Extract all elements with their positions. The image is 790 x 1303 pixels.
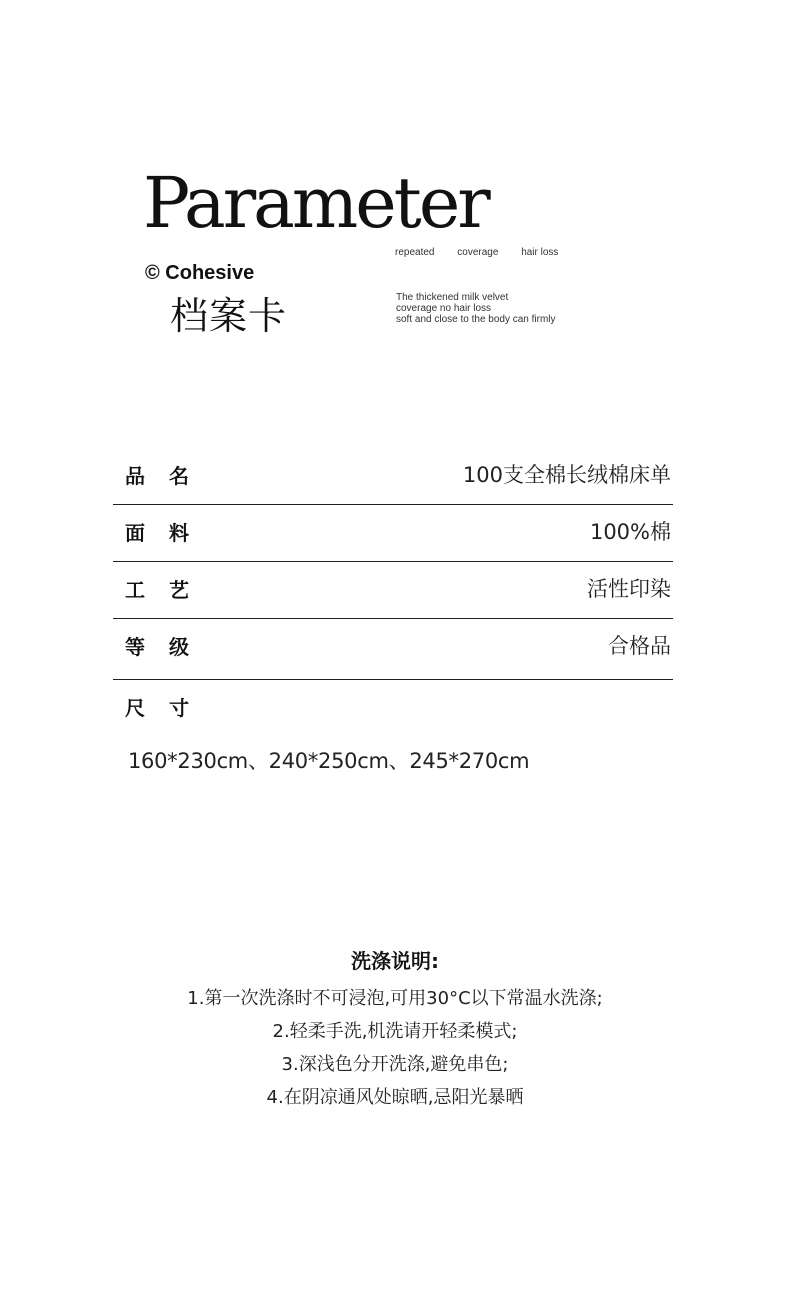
- washing-line: 2.轻柔手洗,机洗请开轻柔模式;: [272, 1021, 518, 1042]
- row-label: 面料: [125, 521, 213, 545]
- description-line: The thickened milk velvet: [396, 292, 509, 303]
- table-row: [113, 562, 673, 619]
- row-value: 100支全棉长绒棉床单: [462, 463, 671, 487]
- row-label: 尺寸: [125, 696, 213, 720]
- product-description: [396, 292, 556, 325]
- row-value: 合格品: [608, 634, 671, 658]
- description-line: soft and close to the body can firmly: [396, 314, 556, 325]
- row-value: 活性印染: [587, 577, 671, 601]
- size-list: 160*230cm、240*250cm、245*270cm: [128, 749, 530, 773]
- washing-line: 3.深浅色分开洗涤,避免串色;: [281, 1054, 509, 1075]
- tag-list: [395, 247, 578, 258]
- brand-name: © Cohesive: [145, 262, 255, 284]
- page-title: Parameter: [143, 162, 488, 244]
- card-subtitle: 档案卡: [170, 294, 288, 338]
- washing-line: 4.在阴凉通风处晾晒,忌阳光暴晒: [266, 1087, 524, 1108]
- table-row: [113, 505, 673, 562]
- washing-instructions: [0, 945, 790, 1114]
- tag-repeated: repeated: [395, 247, 435, 258]
- tag-hair-loss: hair loss: [521, 247, 559, 258]
- parameter-table: [113, 448, 673, 736]
- table-row: [113, 619, 673, 680]
- washing-title: 洗涤说明:: [351, 949, 439, 973]
- tag-coverage: coverage: [457, 247, 499, 258]
- row-value: 100%棉: [589, 520, 671, 544]
- table-row: [113, 448, 673, 505]
- row-label: 等级: [125, 635, 213, 659]
- description-line: coverage no hair loss: [396, 303, 492, 314]
- washing-line: 1.第一次洗涤时不可浸泡,可用30°C以下常温水洗涤;: [187, 988, 603, 1009]
- table-row: [113, 680, 673, 736]
- row-label: 品名: [125, 464, 213, 488]
- row-label: 工艺: [125, 578, 213, 602]
